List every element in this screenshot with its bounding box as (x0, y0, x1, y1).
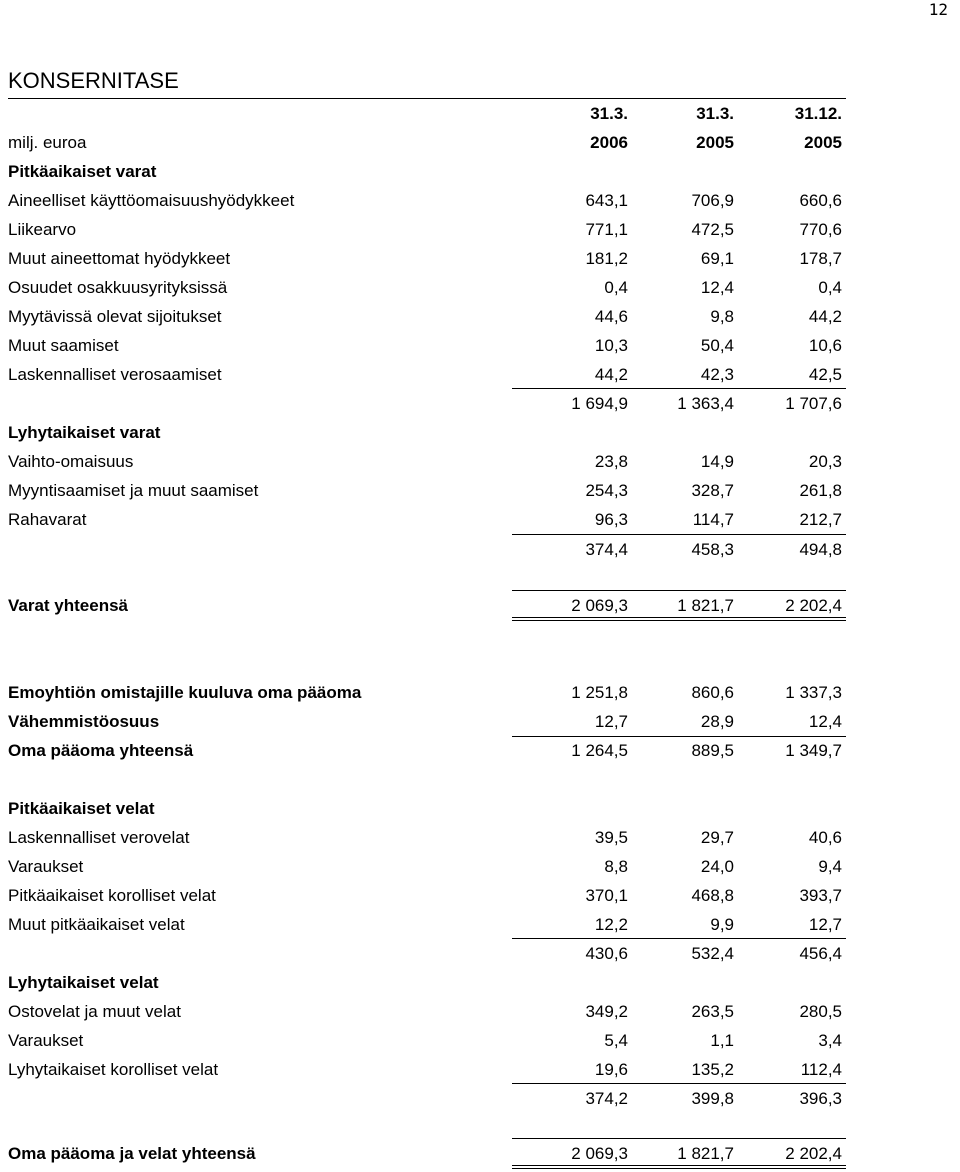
cell-value: 39,5 (594, 828, 628, 847)
cell-value: 1 694,9 (571, 394, 628, 413)
cell-value: 1 337,3 (785, 683, 842, 702)
table-row (8, 423, 846, 451)
cell-value: 9,4 (818, 857, 842, 876)
cell-value: 430,6 (585, 944, 628, 963)
row-label: Vähemmistöosuus (8, 712, 160, 731)
cell-value: 0,4 (818, 278, 842, 297)
table-row (8, 162, 846, 190)
cell-value: 135,2 (691, 1060, 734, 1079)
cell-value: 770,6 (799, 220, 842, 239)
table-row (8, 191, 846, 219)
table-row (8, 307, 846, 335)
cell-value: 706,9 (691, 191, 734, 210)
cell-value: 44,2 (594, 365, 628, 384)
cell-value: 349,2 (585, 1002, 628, 1021)
cell-value: 328,7 (691, 481, 734, 500)
cell-value: 1 349,7 (785, 741, 842, 760)
cell-value: 0,4 (604, 278, 628, 297)
table-row (8, 857, 846, 885)
row-label: Oma pääoma ja velat yhteensä (8, 1144, 256, 1163)
table-row (8, 1002, 846, 1030)
row-label: Lyhytaikaiset korolliset velat (8, 1060, 219, 1079)
cell-value: 14,9 (700, 452, 734, 471)
row-label: Varaukset (8, 1031, 84, 1050)
cell-value: 20,3 (808, 452, 842, 471)
page-title: KONSERNITASE (8, 68, 179, 93)
cell-value: 2 069,3 (571, 1144, 628, 1163)
cell-value: 29,7 (700, 828, 734, 847)
subtotal-row (8, 540, 846, 568)
row-label: Muut pitkäaikaiset velat (8, 915, 185, 934)
row-label: Vaihto-omaisuus (8, 452, 134, 471)
cell-value: 19,6 (594, 1060, 628, 1079)
cell-value: 2 202,4 (785, 596, 842, 615)
cell-value: 2 202,4 (785, 1144, 842, 1163)
cell-value: 261,8 (799, 481, 842, 500)
cell-value: 42,3 (700, 365, 734, 384)
section-heading: Pitkäaikaiset varat (8, 162, 157, 181)
cell-value: 44,2 (808, 307, 842, 326)
cell-value: 50,4 (700, 336, 734, 355)
cell-value: 860,6 (691, 683, 734, 702)
table-row (8, 278, 846, 306)
section-heading: Lyhytaikaiset varat (8, 423, 161, 442)
row-label: Varaukset (8, 857, 84, 876)
cell-value: 771,1 (585, 220, 628, 239)
cell-value: 660,6 (799, 191, 842, 210)
cell-value: 374,4 (585, 540, 628, 559)
row-label: Muut aineettomat hyödykkeet (8, 249, 231, 268)
table-row (8, 828, 846, 856)
cell-value: 3,4 (818, 1031, 842, 1050)
header-date: 31.3. (696, 104, 734, 123)
table-row (8, 249, 846, 277)
cell-value: 28,9 (700, 712, 734, 731)
table-row (8, 336, 846, 364)
cell-value: 399,8 (691, 1089, 734, 1108)
row-label: Myyntisaamiset ja muut saamiset (8, 481, 259, 500)
cell-value: 10,6 (808, 336, 842, 355)
cell-value: 69,1 (700, 249, 734, 268)
cell-value: 374,2 (585, 1089, 628, 1108)
cell-value: 178,7 (799, 249, 842, 268)
header-years-row (8, 133, 846, 161)
cell-value: 1 821,7 (677, 1144, 734, 1163)
cell-value: 393,7 (799, 886, 842, 905)
total-double-rule (512, 617, 846, 621)
cell-value: 5,4 (604, 1031, 628, 1050)
row-label: Rahavarat (8, 510, 87, 529)
cell-value: 396,3 (799, 1089, 842, 1108)
cell-value: 494,8 (799, 540, 842, 559)
header-year: 2006 (590, 133, 628, 152)
cell-value: 23,8 (594, 452, 628, 471)
page-number: 12 (928, 0, 948, 19)
cell-value: 1 251,8 (571, 683, 628, 702)
cell-value: 8,8 (604, 857, 628, 876)
cell-value: 12,7 (808, 915, 842, 934)
table-row (8, 683, 846, 711)
header-dates-row (8, 104, 846, 132)
cell-value: 114,7 (692, 510, 734, 529)
cell-value: 370,1 (585, 886, 628, 905)
total-double-rule (512, 1165, 846, 1169)
subtotal-row (8, 394, 846, 422)
cell-value: 44,6 (594, 307, 628, 326)
cell-value: 456,4 (799, 944, 842, 963)
cell-value: 40,6 (808, 828, 842, 847)
cell-value: 2 069,3 (571, 596, 628, 615)
table-row (8, 1031, 846, 1059)
cell-value: 42,5 (808, 365, 842, 384)
cell-value: 263,5 (691, 1002, 734, 1021)
header-year: 2005 (696, 133, 734, 152)
table-row (8, 220, 846, 248)
section-heading: Lyhytaikaiset velat (8, 973, 159, 992)
subtotal-rule (512, 736, 846, 737)
total-rule (512, 1138, 846, 1139)
cell-value: 1 363,4 (677, 394, 734, 413)
cell-value: 12,4 (700, 278, 734, 297)
row-label: Liikearvo (8, 220, 77, 239)
subtotal-rule (512, 1083, 846, 1084)
cell-value: 280,5 (799, 1002, 842, 1021)
cell-value: 643,1 (585, 191, 628, 210)
row-label: Aineelliset käyttöomaisuushyödykkeet (8, 191, 295, 210)
table-row (8, 481, 846, 509)
cell-value: 12,7 (594, 712, 628, 731)
row-label: Myytävissä olevat sijoitukset (8, 307, 222, 326)
subtotal-row (8, 741, 846, 769)
header-date: 31.3. (590, 104, 628, 123)
row-label: Osuudet osakkuusyrityksissä (8, 278, 228, 297)
row-label: Muut saamiset (8, 336, 119, 355)
header-date: 31.12. (794, 104, 842, 123)
cell-value: 12,4 (808, 712, 842, 731)
cell-value: 112,4 (800, 1060, 842, 1079)
cell-value: 1 707,6 (785, 394, 842, 413)
cell-value: 9,8 (710, 307, 734, 326)
cell-value: 1 264,5 (571, 741, 628, 760)
cell-value: 458,3 (691, 540, 734, 559)
row-label: Laskennalliset verosaamiset (8, 365, 222, 384)
row-label: Emoyhtiön omistajille kuuluva oma pääoma (8, 683, 362, 702)
cell-value: 24,0 (700, 857, 734, 876)
cell-value: 181,2 (585, 249, 628, 268)
cell-value: 472,5 (691, 220, 734, 239)
cell-value: 532,4 (691, 944, 734, 963)
unit-label: milj. euroa (8, 133, 87, 152)
row-label: Pitkäaikaiset korolliset velat (8, 886, 216, 905)
table-row (8, 799, 846, 827)
table-row (8, 452, 846, 480)
title-underline (8, 98, 846, 99)
cell-value: 212,7 (799, 510, 842, 529)
cell-value: 468,8 (691, 886, 734, 905)
cell-value: 12,2 (594, 915, 628, 934)
row-label: Ostovelat ja muut velat (8, 1002, 181, 1021)
cell-value: 889,5 (691, 741, 734, 760)
total-rule (512, 590, 846, 591)
cell-value: 10,3 (594, 336, 628, 355)
table-row (8, 886, 846, 914)
row-label: Oma pääoma yhteensä (8, 741, 194, 760)
subtotal-row (8, 1089, 846, 1117)
cell-value: 1,1 (710, 1031, 734, 1050)
cell-value: 96,3 (594, 510, 628, 529)
row-label: Laskennalliset verovelat (8, 828, 190, 847)
header-year: 2005 (804, 133, 842, 152)
row-label: Varat yhteensä (8, 596, 129, 615)
section-heading: Pitkäaikaiset velat (8, 799, 155, 818)
subtotal-rule (512, 388, 846, 389)
subtotal-rule (512, 938, 846, 939)
subtotal-row (8, 944, 846, 972)
cell-value: 9,9 (710, 915, 734, 934)
cell-value: 1 821,7 (677, 596, 734, 615)
subtotal-rule (512, 534, 846, 535)
table-row (8, 973, 846, 1001)
cell-value: 254,3 (585, 481, 628, 500)
